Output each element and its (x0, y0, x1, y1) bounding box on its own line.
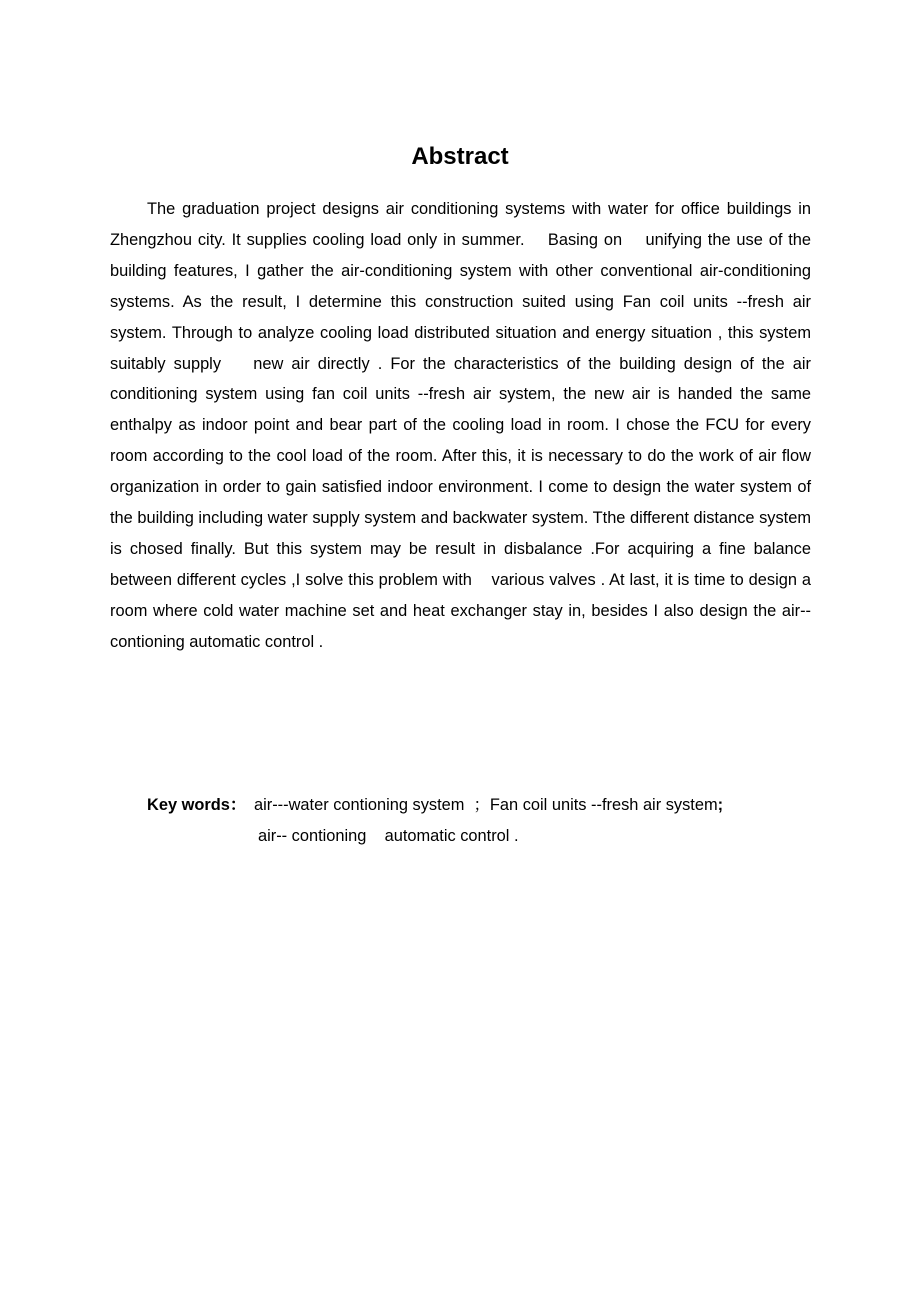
abstract-paragraph: The graduation project designs air conditioning systems with water for office buildings in Zhengzhou city. It supplies cooling load only in summer. Basing on unifying the use of the building features, I gather the air-conditioning system with other conventional air-conditioning systems. As the result, I determine this construction suited using Fan coil units --fresh air system. Through to analyze cooling load distributed situation and energy situation , this system suitably supply new air directly . For the characteristics of the building design of the air conditioning system using fan coil units --fresh air system, the new air is handed the same enthalpy as indoor point and bear part of the cooling load in room. I chose the FCU for every room according to the cool load of the room. After this, it is necessary to do the work of air flow organization in order to gain satisfied indoor environment. I come to design the water system of the building including water supply system and backwater system. Tthe different distance system is chosed finally. But this system may be result in disbalance .For acquiring a fine balance between different cycles ,I solve this problem with various valves . At last, it is time to design a room where cold water machine set and heat exchanger stay in, besides I also design the air-- contioning automatic control . (110, 200, 816, 651)
keywords-block (147, 790, 827, 852)
keywords-text-1: air---water contioning system ；Fan coil units --fresh air system (254, 796, 718, 814)
keywords-line-1 (147, 790, 827, 821)
keywords-label: Key words： (147, 796, 247, 814)
keywords-line-2: air-- contioning automatic control . (258, 827, 519, 845)
keywords-end-mark: ; (717, 796, 724, 814)
abstract-title: Abstract (411, 143, 509, 170)
